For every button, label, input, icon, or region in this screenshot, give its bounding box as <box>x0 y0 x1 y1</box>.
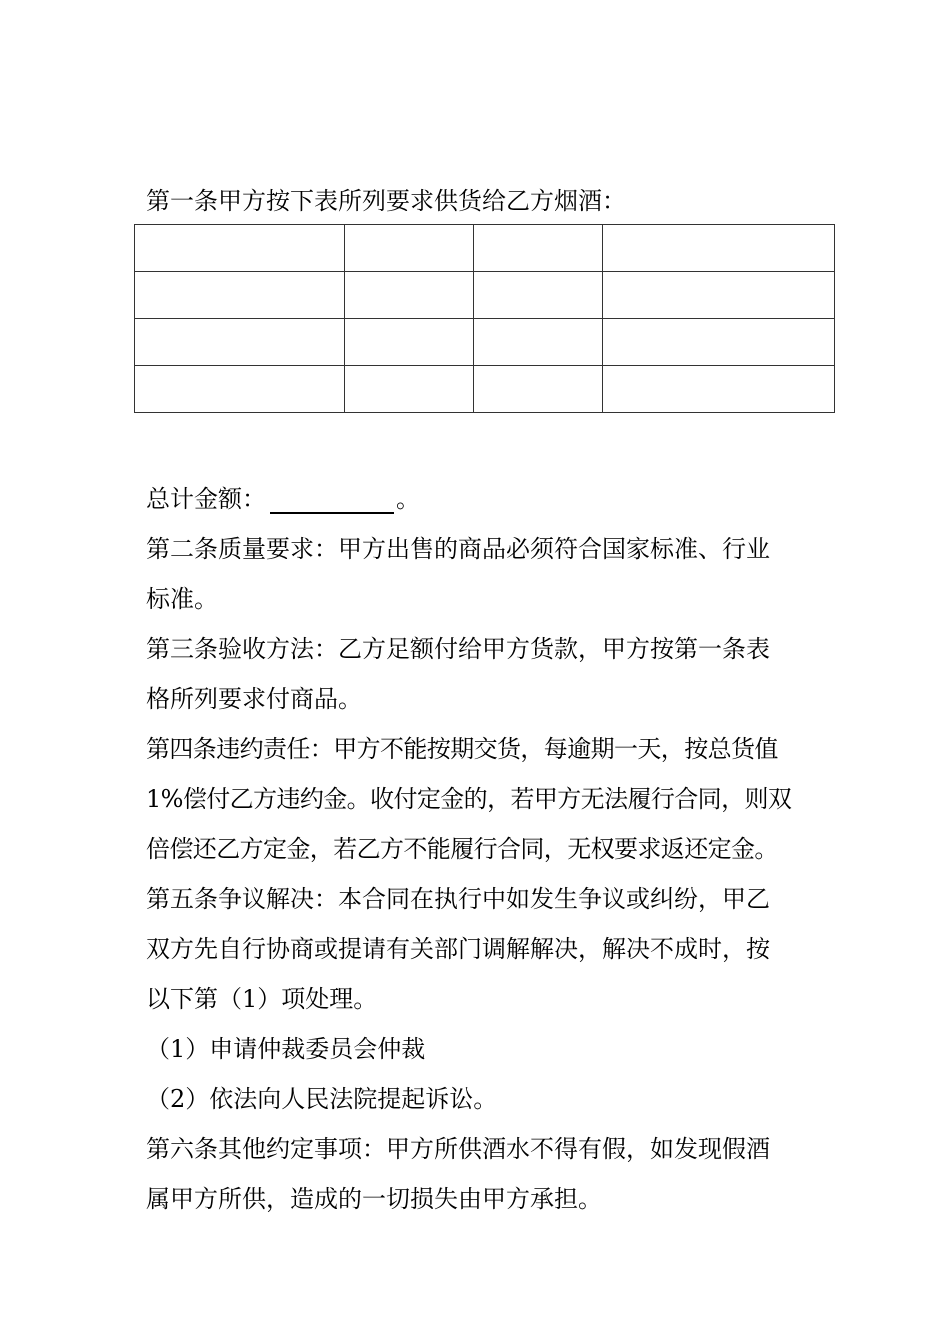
article5-option1: （1）申请仲裁委员会仲裁 <box>146 1035 426 1063</box>
table-cell <box>474 272 603 319</box>
article5-option2: （2）依法向人民法院提起诉讼。 <box>146 1085 498 1113</box>
table-row <box>135 366 835 413</box>
article4-line3: 倍偿还乙方定金，若乙方不能履行合同，无权要求返还定金。 <box>146 835 778 863</box>
article3-line2: 格所列要求付商品。 <box>146 685 362 713</box>
table-cell <box>603 225 835 272</box>
article4-line1: 第四条违约责任：甲方不能按期交货，每逾期一天，按总货值 <box>146 735 778 763</box>
article5-line1: 第五条争议解决：本合同在执行中如发生争议或纠纷，甲乙 <box>146 885 770 913</box>
table-cell <box>603 272 835 319</box>
total-suffix: 。 <box>396 485 420 513</box>
table-row <box>135 225 835 272</box>
table-cell <box>345 225 474 272</box>
table-cell <box>474 225 603 272</box>
table-cell <box>603 366 835 413</box>
table-cell <box>135 366 345 413</box>
table-cell <box>135 225 345 272</box>
table-cell <box>603 319 835 366</box>
article6-line2: 属甲方所供，造成的一切损失由甲方承担。 <box>146 1185 602 1213</box>
table-cell <box>474 366 603 413</box>
table-cell <box>135 272 345 319</box>
table-cell <box>474 319 603 366</box>
table-row <box>135 319 835 366</box>
article5-line3: 以下第（1）项处理。 <box>146 985 378 1013</box>
table-cell <box>345 366 474 413</box>
article1-heading: 第一条甲方按下表所列要求供货给乙方烟酒： <box>146 187 626 215</box>
table-cell <box>135 319 345 366</box>
supply-table <box>134 224 835 413</box>
article6-line1: 第六条其他约定事项：甲方所供酒水不得有假，如发现假酒 <box>146 1135 770 1163</box>
total-amount <box>146 484 420 514</box>
article2-line2: 标准。 <box>146 585 218 613</box>
article5-line2: 双方先自行协商或提请有关部门调解解决，解决不成时，按 <box>146 935 770 963</box>
total-blank <box>270 488 394 514</box>
article3-line1: 第三条验收方法：乙方足额付给甲方货款，甲方按第一条表 <box>146 635 770 663</box>
article4-line2: 1%偿付乙方违约金。收付定金的，若甲方无法履行合同，则双 <box>146 785 792 813</box>
table-cell <box>345 319 474 366</box>
total-label: 总计金额： <box>146 485 266 513</box>
table-cell <box>345 272 474 319</box>
table-row <box>135 272 835 319</box>
article2-line1: 第二条质量要求：甲方出售的商品必须符合国家标准、行业 <box>146 535 770 563</box>
